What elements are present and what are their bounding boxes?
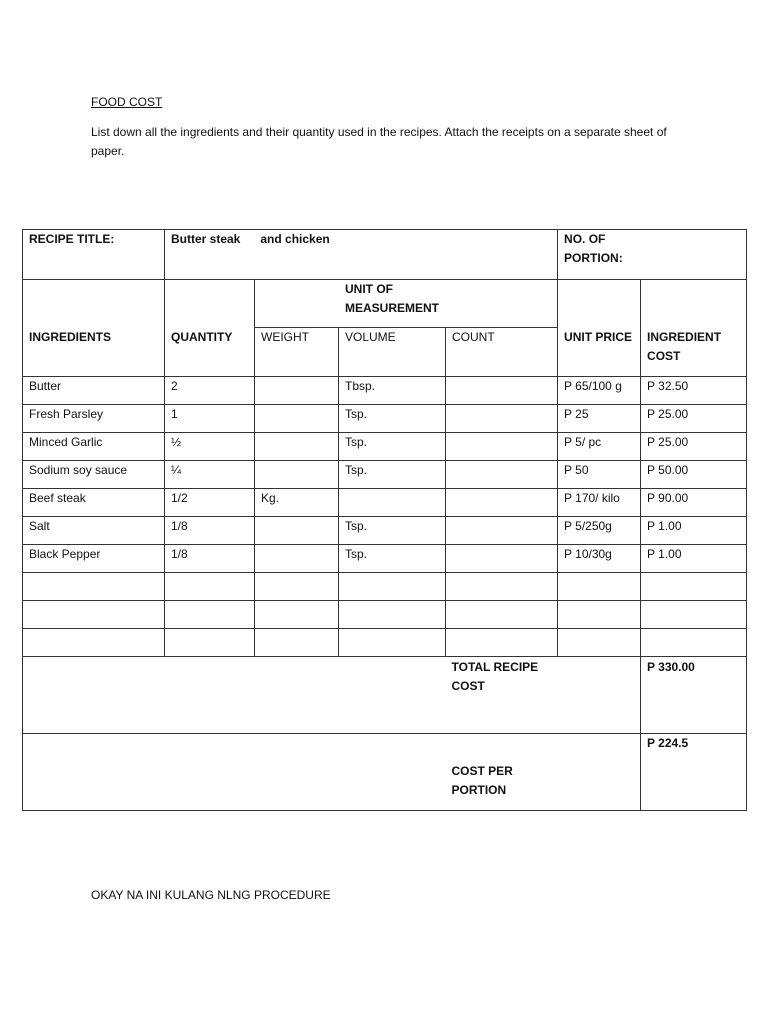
cost-per-portion-row (23, 734, 747, 811)
weight-cell (255, 433, 339, 461)
weight-cell (255, 601, 339, 629)
volume-cell: Tsp. (339, 545, 446, 573)
ingredient-cost-cell: P 1.00 (641, 517, 747, 545)
recipe-title-label: RECIPE TITLE: (23, 230, 165, 280)
recipe-title-value-2: and chicken (260, 232, 330, 246)
ingredient-cost-cell: P 90.00 (641, 489, 747, 517)
unit-price-header: UNIT PRICE (558, 280, 641, 377)
unit-price-cell: P 65/100 g (558, 377, 641, 405)
ingredient-cell: Beef steak (23, 489, 165, 517)
table-row (23, 517, 747, 545)
count-cell (446, 573, 558, 601)
weight-cell (255, 405, 339, 433)
table-row (23, 545, 747, 573)
count-header: COUNT (446, 328, 558, 377)
table-row (23, 629, 747, 657)
table-row (23, 377, 747, 405)
ingredients-header: INGREDIENTS (23, 280, 165, 377)
weight-cell (255, 629, 339, 657)
weight-cell (255, 377, 339, 405)
unit-price-cell: P 25 (558, 405, 641, 433)
recipe-title-value-1: Butter steak (171, 232, 241, 246)
ingredient-cost-cell: P 25.00 (641, 405, 747, 433)
weight-cell: Kg. (255, 489, 339, 517)
volume-cell: Tsp. (339, 405, 446, 433)
ingredient-cost-cell (641, 629, 747, 657)
quantity-cell: 2 (165, 377, 255, 405)
total-recipe-cost-row (23, 657, 747, 734)
ingredient-cost-cell: P 50.00 (641, 461, 747, 489)
unit-price-cell: P 170/ kilo (558, 489, 641, 517)
food-cost-table (22, 229, 747, 811)
volume-cell (339, 573, 446, 601)
count-cell (446, 489, 558, 517)
table-row (23, 573, 747, 601)
unit-price-cell: P 50 (558, 461, 641, 489)
count-cell (446, 545, 558, 573)
table-row (23, 461, 747, 489)
table-row (23, 405, 747, 433)
recipe-title-row (23, 230, 747, 280)
weight-header: WEIGHT (255, 328, 339, 377)
cost-per-portion-label (446, 734, 641, 811)
weight-cell (255, 517, 339, 545)
volume-cell (339, 629, 446, 657)
volume-cell: Tsp. (339, 517, 446, 545)
volume-cell: Tsp. (339, 433, 446, 461)
unit-price-cell (558, 629, 641, 657)
instructions-text: List down all the ingredients and their quantity used in the recipes. Attach the receipts on a separate sheet of paper. (91, 125, 667, 158)
quantity-cell: 1/8 (165, 545, 255, 573)
volume-cell (339, 489, 446, 517)
ingredient-cost-cell (641, 573, 747, 601)
ingredient-cell: Salt (23, 517, 165, 545)
count-cell (446, 629, 558, 657)
ingredient-cost-cell: P 25.00 (641, 433, 747, 461)
quantity-header: QUANTITY (165, 280, 255, 377)
ingredient-cell: Black Pepper (23, 545, 165, 573)
portion-cell (558, 230, 747, 280)
quantity-cell: 1/2 (165, 489, 255, 517)
table-row (23, 433, 747, 461)
unit-price-cell: P 5/ pc (558, 433, 641, 461)
quantity-cell: ¼ (165, 461, 255, 489)
total-recipe-cost-label-text: TOTAL RECIPE COST (451, 660, 539, 693)
unit-of-measurement-header (255, 280, 558, 328)
table-row (23, 601, 747, 629)
quantity-cell: ½ (165, 433, 255, 461)
count-cell (446, 461, 558, 489)
count-cell (446, 601, 558, 629)
ingredient-cell (23, 601, 165, 629)
quantity-cell (165, 601, 255, 629)
weight-cell (255, 545, 339, 573)
total-spacer (23, 657, 446, 734)
total-recipe-cost-label (446, 657, 641, 734)
portion-label: NO. OF PORTION: (564, 232, 623, 265)
ingredient-cost-cell (641, 601, 747, 629)
quantity-cell (165, 573, 255, 601)
recipe-title-value (165, 230, 558, 280)
footer-note: OKAY NA INI KULANG NLNG PROCEDURE (91, 888, 331, 902)
weight-cell (255, 573, 339, 601)
count-cell (446, 405, 558, 433)
unit-price-cell (558, 573, 641, 601)
cost-per-portion-value: P 224.5 (641, 734, 747, 811)
unit-price-cell (558, 601, 641, 629)
unit-price-cell: P 5/250g (558, 517, 641, 545)
volume-cell: Tbsp. (339, 377, 446, 405)
quantity-cell: 1/8 (165, 517, 255, 545)
quantity-cell: 1 (165, 405, 255, 433)
unit-of-measurement-label: UNIT OF MEASUREMENT (345, 282, 440, 315)
volume-cell: Tsp. (339, 461, 446, 489)
header-row-1 (23, 280, 747, 328)
ingredient-cost-cell: P 32.50 (641, 377, 747, 405)
ingredient-cell: Minced Garlic (23, 433, 165, 461)
portion-spacer (23, 734, 446, 811)
ingredient-cost-header: INGREDIENT COST (641, 280, 747, 377)
ingredient-cell: Sodium soy sauce (23, 461, 165, 489)
count-cell (446, 377, 558, 405)
ingredient-cell: Butter (23, 377, 165, 405)
volume-cell (339, 601, 446, 629)
cost-per-portion-label-text: COST PER PORTION (451, 764, 513, 797)
ingredient-cell (23, 573, 165, 601)
table-row (23, 489, 747, 517)
volume-header: VOLUME (339, 328, 446, 377)
ingredient-cell: Fresh Parsley (23, 405, 165, 433)
ingredient-cell (23, 629, 165, 657)
quantity-cell (165, 629, 255, 657)
total-recipe-cost-value: P 330.00 (641, 657, 747, 734)
count-cell (446, 517, 558, 545)
count-cell (446, 433, 558, 461)
ingredient-cost-cell: P 1.00 (641, 545, 747, 573)
unit-price-cell: P 10/30g (558, 545, 641, 573)
document-title: FOOD COST (91, 95, 163, 109)
weight-cell (255, 461, 339, 489)
